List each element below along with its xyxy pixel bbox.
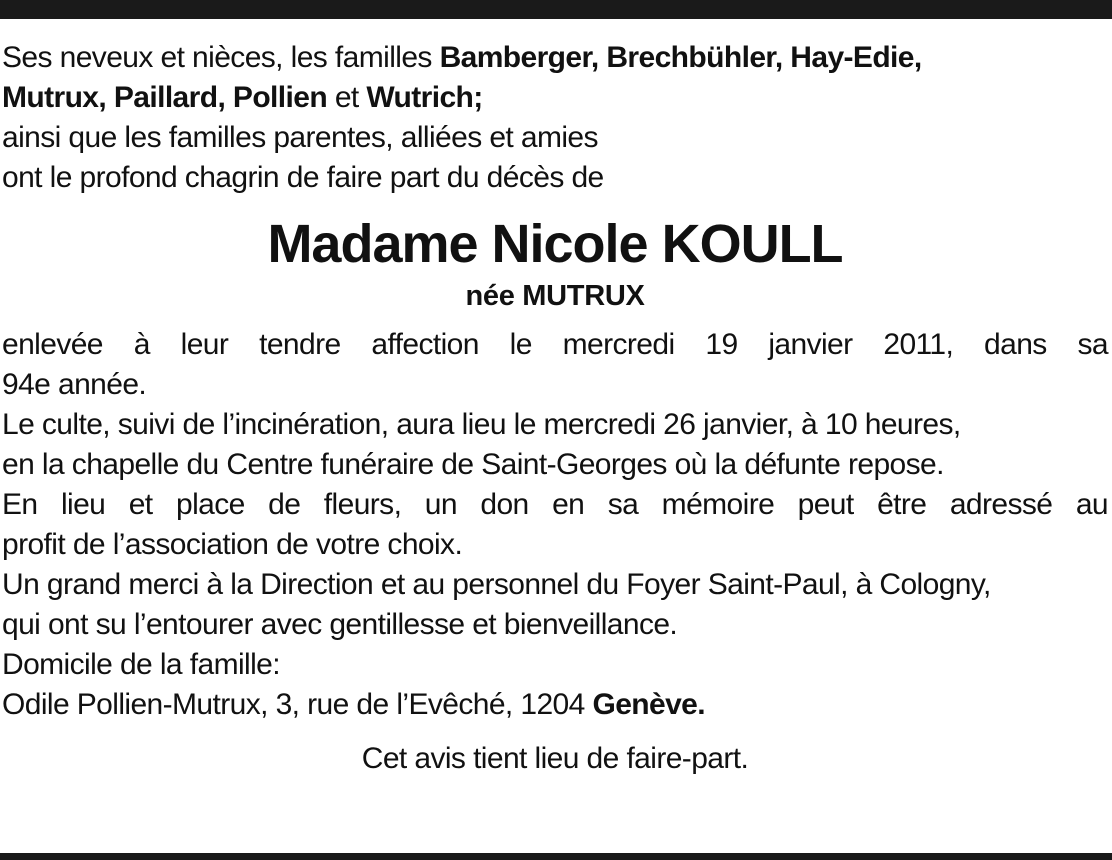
intro-line-1 bbox=[2, 38, 1108, 78]
body-line-6: profit de l’association de votre choix. bbox=[2, 528, 463, 561]
city-bold: Genève. bbox=[592, 688, 706, 721]
body-line-8: qui ont su l’entourer avec gentillesse et bienveillance. bbox=[2, 608, 678, 641]
footer-note: Cet avis tient lieu de faire-part. bbox=[361, 742, 749, 775]
body-line-3: Le culte, suivi de l’incinération, aura lieu le mercredi 26 janvier, à 10 heures, bbox=[2, 408, 961, 441]
bottom-rule bbox=[0, 853, 1112, 860]
deceased-name: Madame Nicole KOULL bbox=[267, 214, 843, 274]
body-line-7: Un grand merci à la Direction et au personnel du Foyer Saint-Paul, à Cologny, bbox=[2, 568, 991, 601]
body-line-5: En lieu et place de fleurs, un don en sa mémoire peut être adressé au bbox=[2, 488, 1108, 521]
family-names-bold: Bamberger, Brechbühler, Hay-Edie, bbox=[439, 41, 922, 74]
intro-text: et bbox=[327, 81, 367, 114]
body-line-10 bbox=[2, 685, 1108, 725]
body-line-2: 94e année. bbox=[2, 368, 147, 401]
address-text: Odile Pollien-Mutrux, 3, rue de l’Evêché, 1204 bbox=[2, 688, 593, 721]
family-names-bold: Mutrux, Paillard, Pollien bbox=[2, 81, 328, 114]
family-names-bold: Wutrich; bbox=[366, 81, 483, 114]
top-rule bbox=[0, 0, 1112, 19]
body-line-1: enlevée à leur tendre affection le mercredi 19 janvier 2011, dans sa bbox=[2, 328, 1108, 361]
intro-line-4: ont le profond chagrin de faire part du décès de bbox=[2, 161, 604, 194]
obituary-notice bbox=[2, 38, 1108, 779]
body-line-4: en la chapelle du Centre funéraire de Saint-Georges où la défunte repose. bbox=[2, 448, 944, 481]
intro-line-2 bbox=[2, 78, 1108, 118]
body-line-9: Domicile de la famille: bbox=[2, 648, 280, 681]
maiden-name: née MUTRUX bbox=[465, 280, 645, 312]
intro-text: Ses neveux et nièces, les familles bbox=[2, 41, 440, 74]
intro-line-3: ainsi que les familles parentes, alliées et amies bbox=[2, 121, 598, 154]
